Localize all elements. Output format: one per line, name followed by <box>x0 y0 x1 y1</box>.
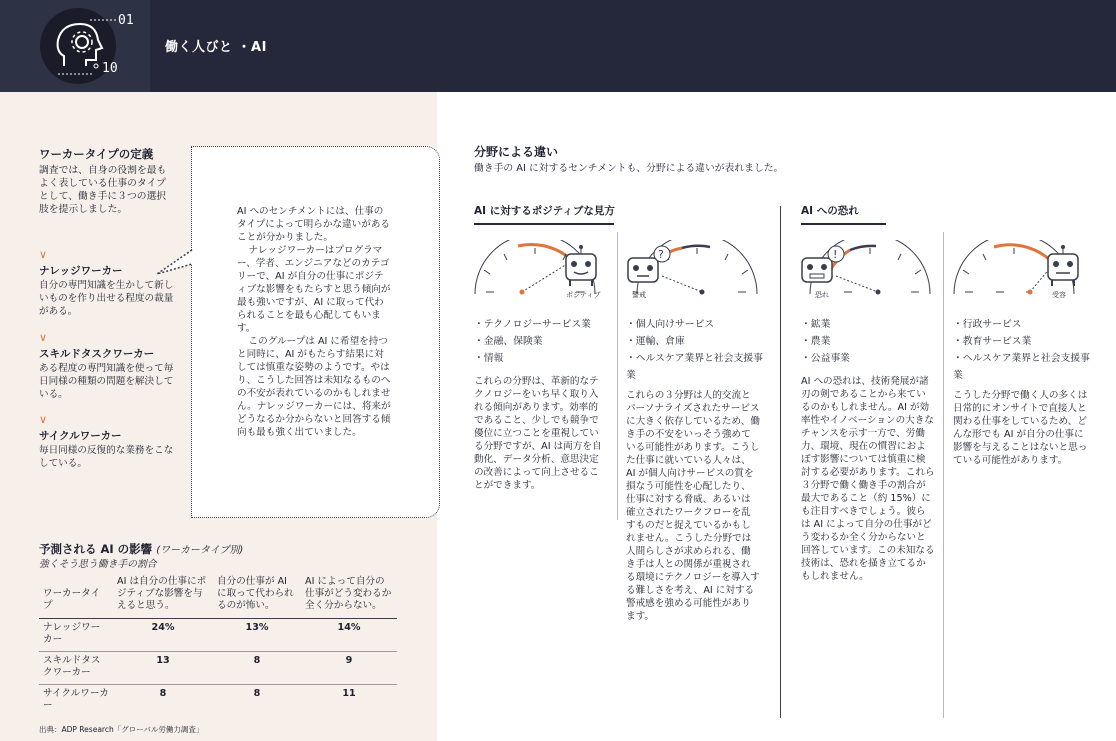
worker-text: 毎日同様の反復的な業務をこなしている。 <box>39 445 174 469</box>
list-item: ・情報 <box>474 353 504 364</box>
sectors-subtitle: 働き手の AI に対するセンチメントも、分野による違いが表れました。 <box>474 163 784 174</box>
group-divider <box>780 206 781 718</box>
gauge-label: 受容 <box>1052 291 1066 299</box>
logo-box <box>0 0 150 92</box>
worker-title: スキルドタスクワーカー <box>39 348 155 360</box>
ai-head-icon <box>38 6 138 86</box>
table-cell: ナレッジワーカー <box>39 619 113 652</box>
list-item: ・行政サービス <box>953 319 1022 330</box>
table-header-row <box>39 574 397 619</box>
list-item: ・公益事業 <box>801 353 850 364</box>
table-cell: 11 <box>342 688 356 699</box>
column-divider <box>943 232 944 718</box>
worker-skilled-task <box>39 333 174 401</box>
worker-cycle <box>39 415 174 470</box>
impact-subtitle: 強くそう思う働き手の割合 <box>39 559 157 570</box>
list-item: ・運輸、倉庫 <box>626 336 685 347</box>
list-item: ・個人向けサービス <box>626 319 715 330</box>
definition-section <box>39 146 171 216</box>
definition-text: 調査では、自身の役割を最もよく表している仕事のタイプとして、働き手に３つの選択肢を提示しました。 <box>39 165 167 215</box>
sector-desc-caution: これらの３分野は人的交流とパーソナライズされたサービスに大きく依存しているため、働き手の不安をいっそう強めている可能性があります。こうした仕事に就いている人々は、AI が個人向けサービスの質を損なう可能性を心配したり、仕事に対する脅威、あるいは確立されたワークフローを乱すものだと捉えているかもしれません。こうした分野では人間らしさが求められる、働き手は人との関係が重視される環境にテクノロジーを導入する難しさを考え、AI に対する警戒感を強める可能性があります。 <box>626 390 760 622</box>
robot-icon <box>1048 245 1078 286</box>
svg-text:?: ? <box>658 248 664 261</box>
bubble-paragraph: ナレッジワーカーはプログラマー、学者、エンジニアなどのカテゴリーで、AI が自分の仕事にポジティブな影響をもたらすと思う傾向が最も強いですが、AI に取って代わられることを最も心配してもいます。 <box>237 245 391 334</box>
fear-heading: AI への恐れ <box>801 205 859 217</box>
gauge-acceptance <box>950 240 1090 304</box>
table-header: 自分の仕事が AI に取って代わられるのが怖い。 <box>213 574 301 619</box>
list-item: ・テクノロジーサービス業 <box>474 319 591 330</box>
definition-title: ワーカータイプの定義 <box>39 147 154 161</box>
chevron-down-icon: ∨ <box>39 331 48 344</box>
table-cell: 9 <box>301 652 397 685</box>
table-cell: 24% <box>113 619 213 652</box>
sector-desc-acceptance: こうした分野で働く人の多くは日常的にオンサイトで直接人と関わる仕事をしているため、どんな形でも AI が自分の仕事に影響を与えることはないと思っている可能性があります。 <box>953 390 1088 466</box>
list-item: ・ヘルスケア業界と社会支援事業 <box>626 353 763 381</box>
table-cell: 13 <box>113 652 213 685</box>
sector-list-caution <box>626 316 766 384</box>
table-header: AI は自分の仕事にポジティブな影響を与えると思う。 <box>113 574 213 619</box>
page-title: 働く人びと ・AI <box>165 40 267 55</box>
list-item: ・ヘルスケア業界と社会支援事業 <box>953 353 1090 381</box>
sector-desc-positive: これらの分野は、革新的なテクノロジーをいち早く取り入れる傾向があります。効率的であること、少しでも競争で優位に立つことを重視している分野ですが、AI は両方を自動化、データ分析、意思決定の改善によって向上させることができます。 <box>474 376 602 491</box>
sector-list-acceptance <box>953 316 1093 384</box>
bubble-paragraph: このグループは AI に希望を持つと同時に、AI がもたらす結果に対しては慎重な姿勢のようです。やはり、こうした回答は未知なるものへの不安が表れているのかもしれません。ナレッジワーカーには、将来がどうなるか分からないと回答する傾向も最も強く出ていました。 <box>237 336 391 438</box>
fear-heading-rule <box>801 223 886 225</box>
logo-digits-bottom: 10 <box>102 61 118 76</box>
table-header: AI によって自分の仕事がどう変わるか全く分からない。 <box>301 574 397 619</box>
impact-title: 予測される AI の影響 (ワーカータイプ別) <box>39 542 244 556</box>
list-item: ・教育サービス業 <box>953 336 1032 347</box>
gauge-label: 恐れ <box>815 291 829 299</box>
table-cell: 8 <box>253 688 261 699</box>
impact-table <box>39 574 397 718</box>
worker-title: ナレッジワーカー <box>39 265 123 277</box>
sector-list-fear <box>801 316 939 367</box>
positive-heading: AI に対するポジティブな見方 <box>474 205 615 217</box>
column-divider <box>617 232 618 520</box>
sector-desc-fear: AI への恐れは、技術発展が諸刃の剣であることから来ているのかもしれません。AI が効率性やイノベーションの大きなチャンスを示す一方で、労働力、環境、現在の慣習におよぼす影響については慎重に検討する必要があります。これら３分野で働く働き手の割合が最大であること（約 15%）にも注目すべきでしょう。彼らは AI によって自分の仕事がどう変わるか全く分からないと回答しています。この未知なる技術は、恐れを掻き立てるかもしれません。 <box>801 376 935 582</box>
table-cell: 8 <box>213 652 301 685</box>
list-item: ・農業 <box>801 336 831 347</box>
impact-title-note: (ワーカータイプ別) <box>156 545 244 556</box>
list-item: ・鉱業 <box>801 319 831 330</box>
worker-knowledge <box>39 250 174 318</box>
bubble-paragraph: AI へのセンチメントには、仕事のタイプによって明らかな違いがあることが分かりました。 <box>237 206 391 243</box>
list-item: ・金融、保険業 <box>474 336 543 347</box>
table-row <box>39 619 397 652</box>
gauge-label: ポジティブ <box>566 291 601 299</box>
chevron-down-icon: ∨ <box>39 248 48 261</box>
worker-title: サイクルワーカー <box>39 430 122 442</box>
worker-text: 自分の専門知識を生かして新しいものを作り出せる程度の裁量がある。 <box>39 280 174 317</box>
chevron-down-icon: ∨ <box>39 413 48 426</box>
table-row <box>39 685 397 718</box>
table-row <box>39 652 397 685</box>
worker-text: ある程度の専門知識を使って毎日同様の種類の問題を解決している。 <box>39 363 174 400</box>
source-note: 出典：ADP Research「グローバル労働力調査」 <box>39 725 204 734</box>
table-cell: 8 <box>159 688 167 699</box>
table-cell: 13% <box>213 619 301 652</box>
logo-digits-top: 01 <box>118 13 134 28</box>
header-banner <box>0 0 1116 92</box>
robot-icon <box>566 245 596 286</box>
table-cell: サイクルワーカー <box>43 688 109 711</box>
bubble-tail <box>155 248 195 278</box>
table-header: ワーカータイプ <box>39 574 113 619</box>
sector-list-positive <box>474 316 612 367</box>
gauge-label: 警戒 <box>632 291 646 299</box>
bubble-text <box>237 205 392 439</box>
table-cell: 14% <box>301 619 397 652</box>
positive-heading-rule <box>474 223 614 225</box>
table-cell: スキルドタスクワーカー <box>39 652 113 685</box>
svg-text:!: ! <box>833 248 838 261</box>
sectors-title: 分野による違い <box>474 145 559 159</box>
